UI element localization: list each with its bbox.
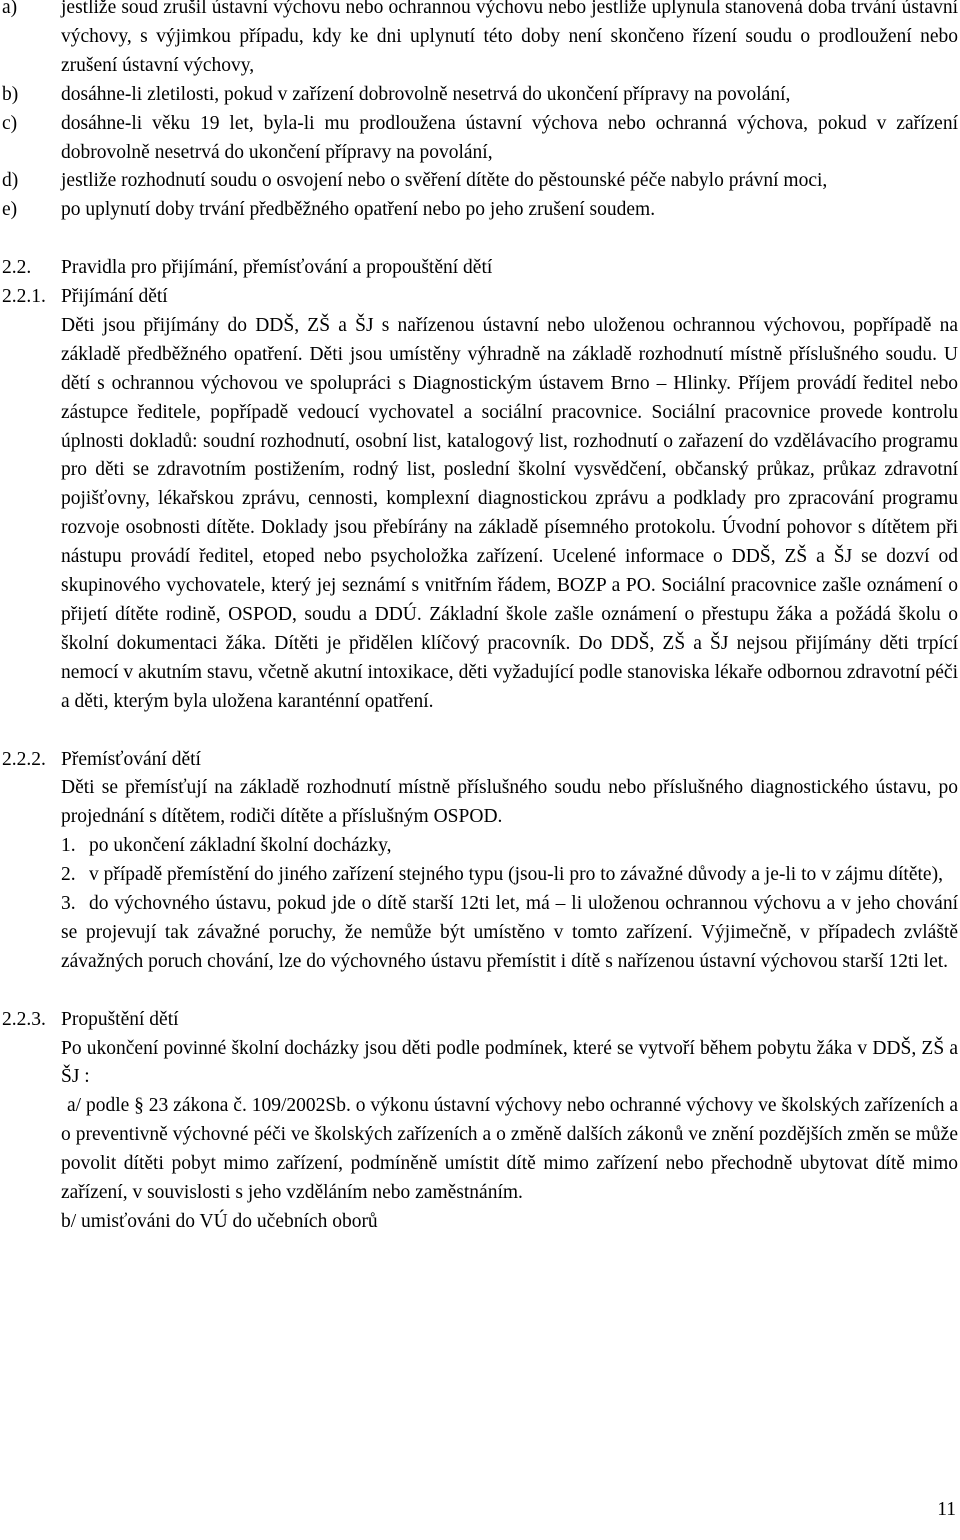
list-marker: e) (2, 199, 18, 221)
section-number: 2.2.3. (2, 1008, 46, 1030)
section-body: Po ukončení povinné školní docházky jsou děti podle podmínek, které se vytvoří během pobytu žáka v DDŠ, ZŠ a ŠJ : (61, 1037, 958, 1088)
list-item (2, 196, 958, 225)
list-text: do výchovného ústavu, pokud jde o dítě starší 12ti let, má – li uloženou ochrannou výchovu a v jeho chování se projevují tak závažné poruchy, že nemůže být umístěno v tomto zařízení. Výjimečně, v případech zvláště závažných poruch chování, lze do výchovného ústavu přemístit i dítě s nařízenou ústavní výchovou starší 12ti let. (61, 893, 958, 972)
section-heading-2-2-3 (0, 1006, 960, 1035)
section-title: Propuštění dětí (61, 1008, 179, 1030)
spacer (0, 225, 960, 254)
section-heading-2-2-2 (0, 746, 960, 775)
section-heading-2-2-1 (0, 283, 960, 312)
section-number: 2.2.2. (2, 748, 46, 770)
list-marker: c) (2, 112, 18, 134)
list-text: jestliže rozhodnutí soudu o osvojení nebo o svěření dítěte do pěstounské péče nabylo právní moci, (61, 170, 828, 192)
section-body: Děti se přemísťují na základě rozhodnutí místně příslušného soudu nebo příslušného diagnostického ústavu, po projednání s dítětem, rodiči dítěte a příslušným OSPOD. (61, 777, 958, 828)
list-item (2, 0, 958, 81)
list-text: dosáhne-li zletilosti, pokud v zařízení dobrovolně nesetrvá do ukončení přípravy na povolání, (61, 83, 791, 105)
spacer (0, 977, 960, 1006)
release-item-b: b/ umisťováni do VÚ do učebních oborů (61, 1211, 378, 1233)
release-conditions-list (0, 0, 960, 225)
list-text: po ukončení základní školní docházky, (89, 835, 392, 857)
section-number: 2.2.1. (2, 286, 46, 308)
list-item (2, 110, 958, 168)
list-item (61, 861, 958, 890)
spacer (0, 717, 960, 746)
list-text: v případě přemístění do jiného zařízení stejného typu (jsou-li pro to závažné důvody a je-li to v zájmu dítěte), (89, 864, 943, 886)
release-item-a: a/ podle § 23 zákona č. 109/2002Sb. o výkonu ústavní výchovy nebo ochranné výchovy ve školských zařízeních a o preventivně výchovné péči ve školských zařízeních a o změně dalších zákonů ve znění pozdějších změn se může povolit dítěti pobyt mimo zařízení, podmíněně umístit dítě mimo zařízení nebo přechodně ubytovat dítě mimo zařízení, v souvislosti s jeho vzděláním nebo zaměstnáním. (61, 1095, 958, 1204)
section-number: 2.2. (2, 257, 32, 279)
list-item (61, 832, 958, 861)
section-title: Pravidla pro přijímání, přemísťování a propouštění dětí (61, 257, 493, 279)
section-title: Přijímání dětí (61, 286, 168, 308)
list-marker: b) (2, 83, 19, 105)
section-title: Přemísťování dětí (61, 748, 201, 770)
page-number: 11 (937, 1499, 956, 1520)
list-number: 1. (61, 835, 76, 857)
list-item (2, 167, 958, 196)
list-text: dosáhne-li věku 19 let, byla-li mu prodloužena ústavní výchova nebo ochranná výchova, pokud v zařízení dobrovolně nesetrvá do ukončení přípravy na povolání, (61, 112, 958, 163)
section-heading-2-2 (0, 254, 960, 283)
list-item (61, 890, 958, 977)
transfer-list (61, 832, 958, 977)
list-marker: a) (2, 0, 18, 18)
section-body: Děti jsou přijímány do DDŠ, ZŠ a ŠJ s nařízenou ústavní nebo uloženou ochrannou výchovou, popřípadě na základě předběžného opatření. Děti jsou umístěny výhradně na základě rozhodnutí místně příslušného soudu. U dětí s ochrannou výchovou ve spolupráci s Diagnostickým ústavem Brno – Hlinky. Příjem provádí ředitel nebo zástupce ředitele, popřípadě vedoucí vychovatel a sociální pracovnice. Sociální pracovnice provede kontrolu úplnosti dokladů: soudní rozhodnutí, osobní list, katalogový list, rozhodnutí o zařazení do vzdělávacího programu pro děti se zdravotním postižením, rodný list, poslední školní vysvědčení, občanský průkaz, průkaz zdravotní pojišťovny, lékařskou zprávu, cennosti, komplexní diagnostickou zprávu a podklady pro zpracování programu rozvoje osobnosti dítěte. Doklady jsou přebírány na základě písemného protokolu. Úvodní pohovor s dítětem při nástupu provádí ředitel, etoped nebo psycholožka zařízení. Ucelené informace o DDŠ, ZŠ a ŠJ se dozví od skupinového vychovatele, který jej seznámí s vnitřním řádem, BOZP a PO. Sociální pracovnice zašle oznámení o přijetí dítěte rodině, OSPOD, soudu a DDÚ. Základní škole zašle oznámení o přestupu žáka a požádá školu o školní dokumentaci žáka. Dítěti je přidělen klíčový pracovník. Do DDŠ, ZŠ a ŠJ nejsou přijímány děti trpící nemocí v akutním stavu, včetně akutní intoxikace, děti vyžadující podle stanoviska lékaře odbornou zdravotní péči a děti, kterým byla uložena karanténní opatření. (61, 314, 958, 712)
list-number: 3. (61, 893, 76, 915)
list-number: 2. (61, 864, 76, 886)
list-item (2, 81, 958, 110)
list-text: jestliže soud zrušil ústavní výchovu nebo ochrannou výchovu nebo jestliže uplynula stanovená doba trvání ústavní výchovy, s výjimkou případu, kdy ke dni uplynutí této doby není skončeno řízení soudu o prodloužení nebo zrušení ústavní výchovy, (61, 0, 958, 76)
list-text: po uplynutí doby trvání předběžného opatření nebo po jeho zrušení soudem. (61, 199, 656, 221)
list-marker: d) (2, 170, 19, 192)
